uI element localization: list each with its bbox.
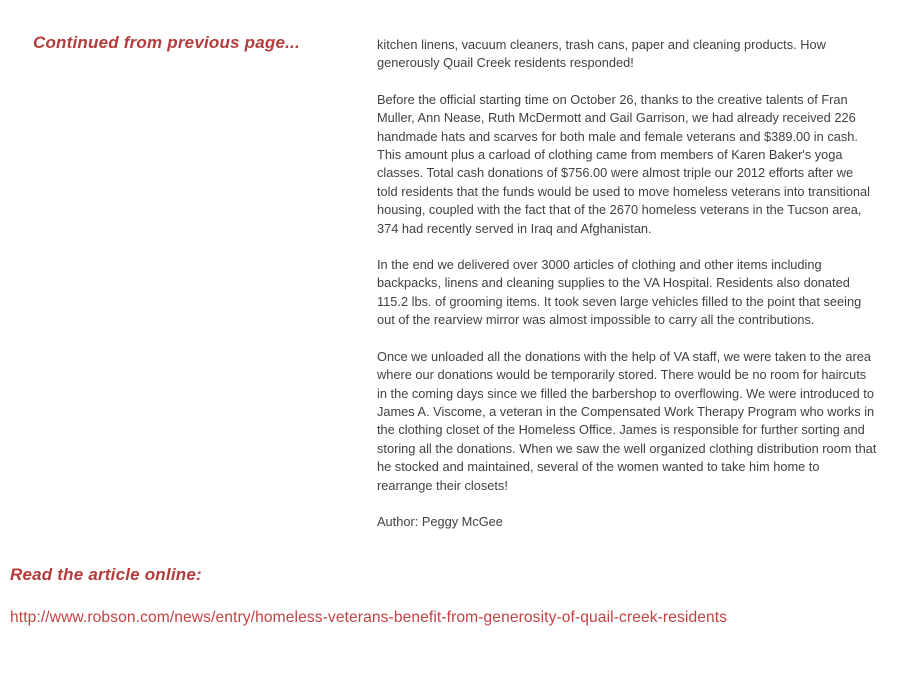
author-credit: Author: Peggy McGee (377, 513, 503, 529)
article-paragraph: Once we unloaded all the donations with the help of VA staff, we were taken to the area where our donations would be temporarily stored. There would be no room for haircuts in the coming days since we filled the barbershop to overflowing. We were introduced to James A. Viscome, a veteran in the Compensated Work Therapy Program who works in the clothing closet of the Homeless Office. James is responsible for further sorting and storing all the donations. When we saw the well organized clothing distribution room that he stocked and maintained, several of the women wanted to take him home to rearrange their closets! (377, 348, 877, 493)
read-article-online-label: Read the article online: (10, 565, 202, 584)
article-url-link[interactable]: http://www.robson.com/news/entry/homeless-veterans-benefit-from-generosity-of-quail-creek-residents (10, 609, 728, 626)
article-paragraph: Before the official starting time on October 26, thanks to the creative talents of Fran Muller, Ann Nease, Ruth McDermott and Gail Garrison, we had already received 226 handmade hats and scarves for both male and female veterans and $389.00 in cash. This amount plus a carload of clothing came from members of Karen Baker's yoga classes. Total cash donations of $756.00 were almost triple our 2012 efforts after we told residents that the funds would be used to move homeless veterans into transitional housing, coupled with the fact that of the 2670 homeless veterans in the Tucson area, 374 had recently served in Iraq and Afghanistan. (377, 91, 870, 236)
continued-from-previous-page-note: Continued from previous page... (33, 33, 300, 52)
article-paragraph: kitchen linens, vacuum cleaners, trash cans, paper and cleaning products. How generously Quail Creek residents responded! (377, 37, 826, 71)
article-paragraph: In the end we delivered over 3000 articles of clothing and other items including backpacks, linens and cleaning supplies to the VA Hospital. Residents also donated 115.2 lbs. of grooming items. It took seven large vehicles filled to the point that seeing out of the rearview mirror was almost impossible to carry all the contributions. (377, 257, 862, 328)
article-body (377, 36, 877, 549)
